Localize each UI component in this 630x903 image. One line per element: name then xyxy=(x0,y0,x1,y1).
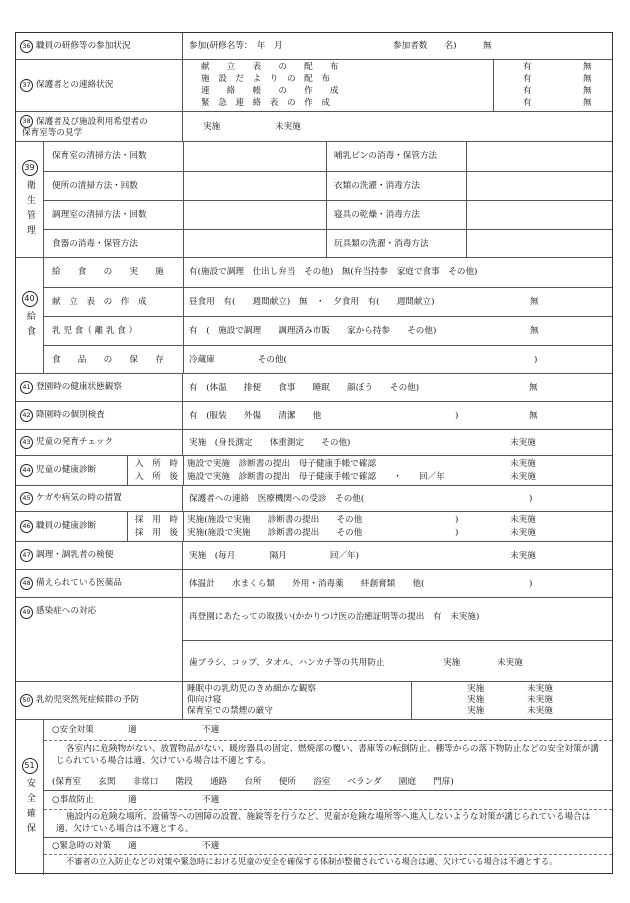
hygiene-item: 調理室の清掃方法・回数 xyxy=(52,210,147,220)
not-done-option: 未実施 xyxy=(510,472,536,482)
row-hygiene xyxy=(16,141,612,257)
not-done-option: 未実施 xyxy=(527,706,553,716)
row-arrival-check xyxy=(16,373,612,401)
row-label: 保護者との連絡状況 xyxy=(36,80,114,91)
item-number: 38 xyxy=(20,115,33,128)
participant-count: 参加者数 名) xyxy=(393,41,457,51)
meal-value: 昼食用 有( 週間献立) 無 ・ 夕食用 有( 週間献立) xyxy=(189,297,435,307)
item-number: 49 xyxy=(20,606,33,619)
item-number: 45 xyxy=(20,492,33,505)
row-label: 保護者及び施設利用希望者の xyxy=(36,117,148,127)
row-label: 児童の健康診断 xyxy=(36,465,97,476)
row-label: 乳幼児突然死症候群の予防 xyxy=(36,695,140,706)
row-child-health-exam xyxy=(16,455,612,485)
training-text: 参加(研修名等： 年 月 xyxy=(189,41,283,51)
row-label: 登園時の健康状態観察 xyxy=(36,382,122,393)
item-number: 46 xyxy=(20,520,33,533)
row-facility-visit xyxy=(16,111,612,141)
inspection-form xyxy=(15,32,613,874)
row-label: ケガや病気の時の措置 xyxy=(36,493,122,504)
sub-label: 採 用 時 xyxy=(135,515,178,525)
row-medicines xyxy=(16,569,612,597)
yes-option: 有 xyxy=(523,62,532,72)
row-meals xyxy=(16,257,612,373)
done-option: 実施 xyxy=(443,658,461,668)
contact-item: 施 設 だ よ り の 配 布 xyxy=(201,74,330,84)
done-option: 実施 xyxy=(467,706,485,716)
item-number: 47 xyxy=(20,549,33,562)
meal-value: 冷蔵庫 その他( xyxy=(189,355,287,365)
row-staff-health-exam xyxy=(16,511,612,541)
not-done-option: 未実施 xyxy=(497,658,523,668)
row-value: 有 (服装 外傷 清潔 他 xyxy=(189,411,322,421)
done-option: 実施 xyxy=(467,695,485,705)
row-value: 再登園にあたっての取扱い(かかりつけ医の治癒証明等の提出 有 未実施) xyxy=(189,612,480,622)
suitable-option: 適 xyxy=(128,841,137,851)
row-infection-response xyxy=(16,597,612,681)
meal-item: 給 食 の 実 施 xyxy=(52,267,164,277)
sids-item: 仰向け寝 xyxy=(187,695,222,705)
row-label: 保育室等の見学 xyxy=(22,128,83,138)
row-label: 児童の発育チェック xyxy=(36,437,114,448)
yes-option: 有 xyxy=(523,74,532,84)
row-injury-response xyxy=(16,485,612,511)
unsuitable-option: 不適 xyxy=(202,795,220,805)
item-number: 48 xyxy=(20,577,33,590)
no-option: 無 xyxy=(529,383,538,393)
row-staff-training xyxy=(16,33,612,59)
close-paren: ) xyxy=(455,528,459,538)
item-number: 43 xyxy=(20,436,33,449)
sub-label: 入 所 後 xyxy=(135,472,178,482)
item-number: 39 xyxy=(22,160,38,176)
hygiene-item: 食器の消毒・保管方法 xyxy=(52,239,138,249)
hygiene-item: 哺乳ビンの消毒・保管方法 xyxy=(334,151,438,161)
not-done-option: 未実施 xyxy=(510,438,536,448)
safety-description: 各室内に危険物がない、放置物品がない、暖房器具の固定、燃焼部の覆い、書庫等の転倒防止、棚等からの落下物防止などの安全対策が講じられている場合は適、欠けている場合は不適とする。 xyxy=(56,744,599,766)
contact-item: 献 立 表 の 配 布 xyxy=(201,62,339,72)
suitable-option: 適 xyxy=(128,725,137,735)
no-option: 無 xyxy=(529,411,538,421)
hygiene-item: 玩具類の洗濯・消毒方法 xyxy=(334,239,429,249)
item-number: 36 xyxy=(20,40,33,53)
not-done-option: 未実施 xyxy=(510,551,536,561)
hygiene-item: 衣類の洗濯・消毒方法 xyxy=(334,181,420,191)
row-label: 感染症への対応 xyxy=(36,606,97,616)
contact-item: 連 絡 帳 の 作 成 xyxy=(201,86,339,96)
meal-item: 献 立 表 の 作 成 xyxy=(52,297,147,307)
close-paren: ) xyxy=(534,355,538,365)
sub-label: 入 所 時 xyxy=(135,459,178,469)
no-option: 無 xyxy=(530,326,539,336)
suitable-option: 適 xyxy=(128,795,137,805)
row-label: 調理・調乳者の検便 xyxy=(36,550,114,561)
meal-value: 有(施設で調理 仕出し弁当 その他) 無(弁当持参 家庭で食事 その他) xyxy=(189,267,478,277)
close-paren: ) xyxy=(455,411,459,421)
none-option: 無 xyxy=(483,41,492,51)
row-value: 実施(施設で実施 診断書の提出 その他 xyxy=(187,515,363,525)
room-list: (保育室 玄関 非常口 階段 通路 台所 便所 浴室 ベランダ 園庭 門扉) xyxy=(52,777,454,787)
row-value: 実施 (身長測定 体重測定 その他) xyxy=(189,438,351,448)
item-number: 50 xyxy=(20,694,33,707)
row-label: 備えられている医薬品 xyxy=(36,578,122,589)
contact-item: 緊 急 連 絡 表 の 作 成 xyxy=(201,98,330,108)
row-value: 体温計 水まくら類 外用・消毒薬 絆創膏類 他( xyxy=(189,579,425,589)
not-done-option: 未実施 xyxy=(510,528,536,538)
no-option: 無 xyxy=(583,86,592,96)
not-done-option: 未実施 xyxy=(527,695,553,705)
meal-item: 乳 児 食（ 離 乳 食 ） xyxy=(52,326,138,336)
item-number: 51 xyxy=(22,758,38,774)
item-number: 37 xyxy=(20,79,33,92)
row-value: 有 (体温 排便 食事 睡眠 顔ぼう その他) xyxy=(189,383,420,393)
vertical-label: 安全確保 xyxy=(24,777,35,838)
not-done-option: 未実施 xyxy=(510,459,536,469)
row-stool-test xyxy=(16,541,612,569)
row-value: 施設で実施 診断書の提出 母子健康手帳で確認 ・ 回／年 xyxy=(187,472,445,482)
row-value: 実施 (毎月 隔月 回／年) xyxy=(189,551,359,561)
close-paren: ) xyxy=(455,515,459,525)
no-option: 無 xyxy=(583,74,592,84)
sids-item: 睡眠中の乳幼児のきめ細かな観察 xyxy=(187,684,316,694)
row-sids-prevention xyxy=(16,681,612,719)
row-value: 保護者への連絡 医療機関への受診 その他( xyxy=(189,494,365,504)
vertical-label: 衛生管理 xyxy=(24,179,35,240)
no-option: 無 xyxy=(583,62,592,72)
safety-heading: ○緊急時の対策 xyxy=(52,841,112,851)
close-paren: ) xyxy=(529,494,533,504)
vertical-label: 給食 xyxy=(24,310,35,341)
row-label: 職員の健康診断 xyxy=(36,521,97,532)
yes-option: 有 xyxy=(523,86,532,96)
row-value: 歯ブラシ、コップ、タオル、ハンカチ等の共用防止 xyxy=(189,658,385,668)
yes-option: 有 xyxy=(523,98,532,108)
safety-heading: ○安全対策 xyxy=(52,725,94,735)
row-label: 職員の研修等の参加状況 xyxy=(36,40,131,51)
sids-item: 保育室での禁煙の厳守 xyxy=(187,706,273,716)
item-number: 44 xyxy=(20,464,33,477)
row-value: 施設で実施 診断書の提出 母子健康手帳で確認 xyxy=(187,459,377,469)
unsuitable-option: 不適 xyxy=(202,725,220,735)
not-done-option: 未実施 xyxy=(510,515,536,525)
hygiene-item: 寝具の乾燥・消毒方法 xyxy=(334,210,420,220)
row-safety xyxy=(16,719,612,875)
hygiene-item: 保育室の清掃方法・回数 xyxy=(52,151,147,161)
done-option: 実施 xyxy=(467,684,485,694)
row-value: 実施(施設で実施 診断書の提出 その他 xyxy=(187,528,363,538)
sub-label: 採 用 後 xyxy=(135,528,178,538)
item-number: 41 xyxy=(20,381,33,394)
unsuitable-option: 不適 xyxy=(202,841,220,851)
not-done-option: 未実施 xyxy=(275,122,301,132)
done-option: 実施 xyxy=(203,122,221,132)
safety-description: 不審者の立入防止などの対策や緊急時における児童の安全を確保する体制が整備されている場合は適、欠けている場合は不適とする。 xyxy=(66,856,558,866)
safety-heading: ○事故防止 xyxy=(52,795,94,805)
row-label: 降園時の個別検査 xyxy=(36,410,105,421)
safety-description: 施設内の危険な場所、設備等への囲障の設置、施錠等を行うなど、児童が危険な場所等へ進入しないような対策が講じられている場合は適、欠けている場合は不適とする。 xyxy=(56,812,591,834)
meal-item: 食 品 の 保 存 xyxy=(52,355,164,365)
item-number: 42 xyxy=(20,409,33,422)
no-option: 無 xyxy=(530,297,539,307)
meal-value: 有 ( 施設で調理 調理済み市販 家から持参 その他) xyxy=(189,326,437,336)
not-done-option: 未実施 xyxy=(527,684,553,694)
item-number: 40 xyxy=(22,291,38,307)
hygiene-item: 便所の清掃方法・回数 xyxy=(52,181,138,191)
row-parent-contact xyxy=(16,59,612,111)
row-growth-check xyxy=(16,429,612,455)
no-option: 無 xyxy=(583,98,592,108)
close-paren: ) xyxy=(529,579,533,589)
row-departure-check xyxy=(16,401,612,429)
